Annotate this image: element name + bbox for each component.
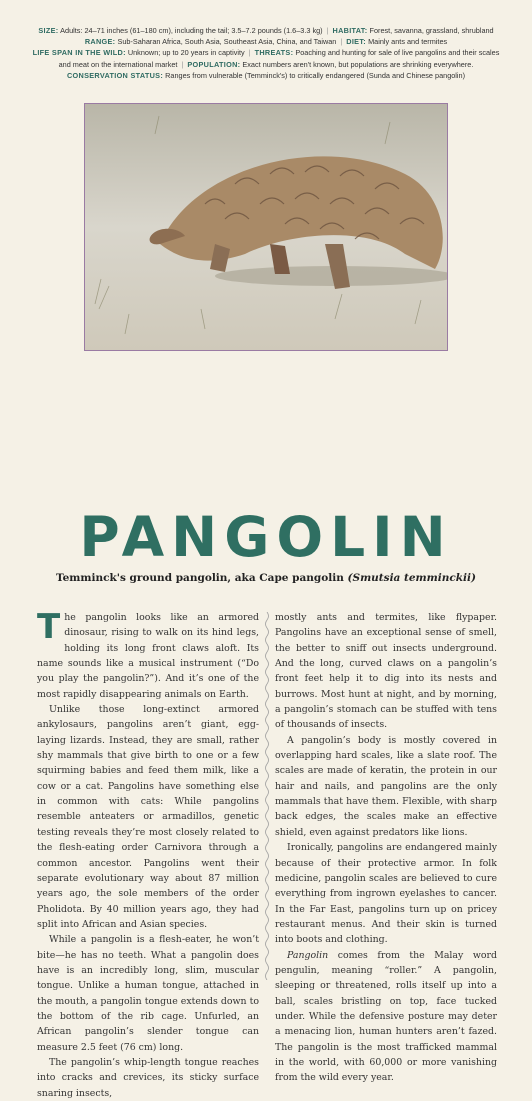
fact-box — [30, 25, 502, 81]
fact-line-1: SIZE: Adults: 24–71 inches (61–180 cm), including the tail; 3.5–7.2 pounds (1.6–3.3 kg) | HABITAT: Forest, savanna, grassland, shrubland — [38, 26, 494, 35]
fact-line-4 — [30, 70, 502, 81]
page-title: PANGOLIN — [79, 505, 453, 569]
paragraph: Ironically, pangolins are endangered mainly because of their protective armor. In folk medicine, pangolin scales are believed to cure everything from ingrown eyelashes to cancer. In the Far East, pangolins turn up on pricey restaurant menus. And their skin is turned into boots and clothing. — [275, 842, 497, 946]
column-divider — [264, 612, 270, 980]
diet-value: Mainly ants and termites — [368, 37, 448, 47]
pangolin-photo — [84, 103, 448, 351]
paragraph: mostly ants and termites, like flypaper. Pangolins have an exceptional sense of smell, the better to sniff out insects underground. And the long, curved claws on a pangolin’s front feet help it to dig into its nests and burrows. Most hunt at night, and by morning, a pangolin’s stomach can be stuffed with tens of thousands of insects. — [275, 612, 497, 731]
range-label: RANGE: — [84, 37, 116, 47]
drop-cap: T — [37, 607, 61, 647]
size-label: SIZE: — [38, 26, 59, 35]
paragraph: The pangolin looks like an armored dinosaur, rising to walk on its hind legs, holding its long front claws aloft. Its name sounds like a musical instrument (“Do you play the pangolin?”). And it’s one of the most rapidly disappearing animals on Earth. — [37, 607, 259, 700]
photo-caption — [0, 572, 532, 584]
size-value: Adults: 24–71 inches (61–180 cm), including the tail; 3.5–7.2 pounds (1.6–3.3 kg) — [60, 26, 323, 35]
population-label: POPULATION: — [187, 59, 241, 69]
habitat-label: HABITAT: — [332, 26, 368, 35]
lifespan-value: Unknown; up to 20 years in captivity — [127, 48, 245, 58]
fact-line-2: RANGE: Sub-Saharan Africa, South Asia, Southeast Asia, China, and Taiwan | DIET: Mainly ants and termites — [84, 37, 448, 47]
pangolin-illustration — [85, 104, 447, 350]
caption-common-name: Temminck's ground pangolin, aka Cape pangolin — [55, 572, 344, 584]
caption-scientific-name: (Smutsia temminckii) — [347, 572, 477, 584]
paragraph: While a pangolin is a flesh-eater, he won’t bite—he has no teeth. What a pangolin does have is an incredibly long, slim, muscular tongue. Unlike a human tongue, attached in the mouth, a pangolin tongue extends down to the bottom of the rib cage. Unfurled, an African pangolin’s slender tongue can measure 2.5 feet (76 cm) long. — [37, 934, 259, 1053]
fact-line-3: LIFE SPAN IN THE WILD: Unknown; up to 20 years in captivity | THREATS: Poaching and hunting for sale of live pangolins and their scales and meat on the international market | POPULATION: Exact numbers aren't known, but populations are shrinking everywhere. — [32, 48, 500, 69]
population-value: Exact numbers aren't known, but populations are shrinking everywhere. — [242, 59, 474, 69]
body-column-left — [37, 607, 259, 1101]
paragraph: Unlike those long-extinct armored ankylosaurs, pangolins aren’t giant, egg-laying lizards. Instead, they are small, rather shy mammals that give birth to one or a few squirming babies and feed them milk, like a cow or a cat. Pangolins have something else in common with cats: While pangolins resemble anteaters or armadillos, genetic testing reveals they’re most closely related to the flesh-eating order Carnivora through a common ancestor. Pangolins went their separate evolutionary way about 87 million years ago, the sole members of the order Pholidota. By 40 million years ago, they had split into African and Asian species. — [37, 704, 259, 930]
diet-label: DIET: — [346, 37, 367, 47]
paragraph: Pangolin comes from the Malay word pengulin, meaning “roller.” A pangolin, sleeping or threatened, rolls itself up into a ball, scales bristling on top, face tucked under. While the defensive posture may deter a menacing lion, human hunters aren’t fazed. The pangolin is the most trafficked mammal in the world, with 60,000 or more vanishing from the wild every year. — [275, 949, 497, 1084]
habitat-value: Forest, savanna, grassland, shrubland — [369, 26, 494, 35]
lifespan-label: LIFE SPAN IN THE WILD: — [32, 48, 126, 58]
threats-label: THREATS: — [254, 48, 294, 58]
range-value: Sub-Saharan Africa, South Asia, Southeast Asia, China, and Taiwan — [117, 37, 337, 47]
threats-value: Poaching and hunting for sale of live pangolins and their scales and meat on the international market — [58, 48, 500, 69]
conservation-label: CONSERVATION STATUS: — [66, 70, 164, 80]
conservation-value: Ranges from vulnerable (Temminck's) to critically endangered (Sunda and Chinese pangolin) — [165, 70, 466, 80]
paragraph: The pangolin’s whip-length tongue reaches into cracks and crevices, its sticky surface snaring insects, — [37, 1056, 259, 1099]
paragraph: A pangolin’s body is mostly covered in overlapping hard scales, like a slate roof. The scales are made of keratin, the protein in our hair and nails, and pangolins are the only mammals that have them. Flexible, with sharp back edges, the scales make an effective shield, even against predators like lions. — [275, 734, 497, 838]
body-column-right — [275, 610, 497, 1086]
